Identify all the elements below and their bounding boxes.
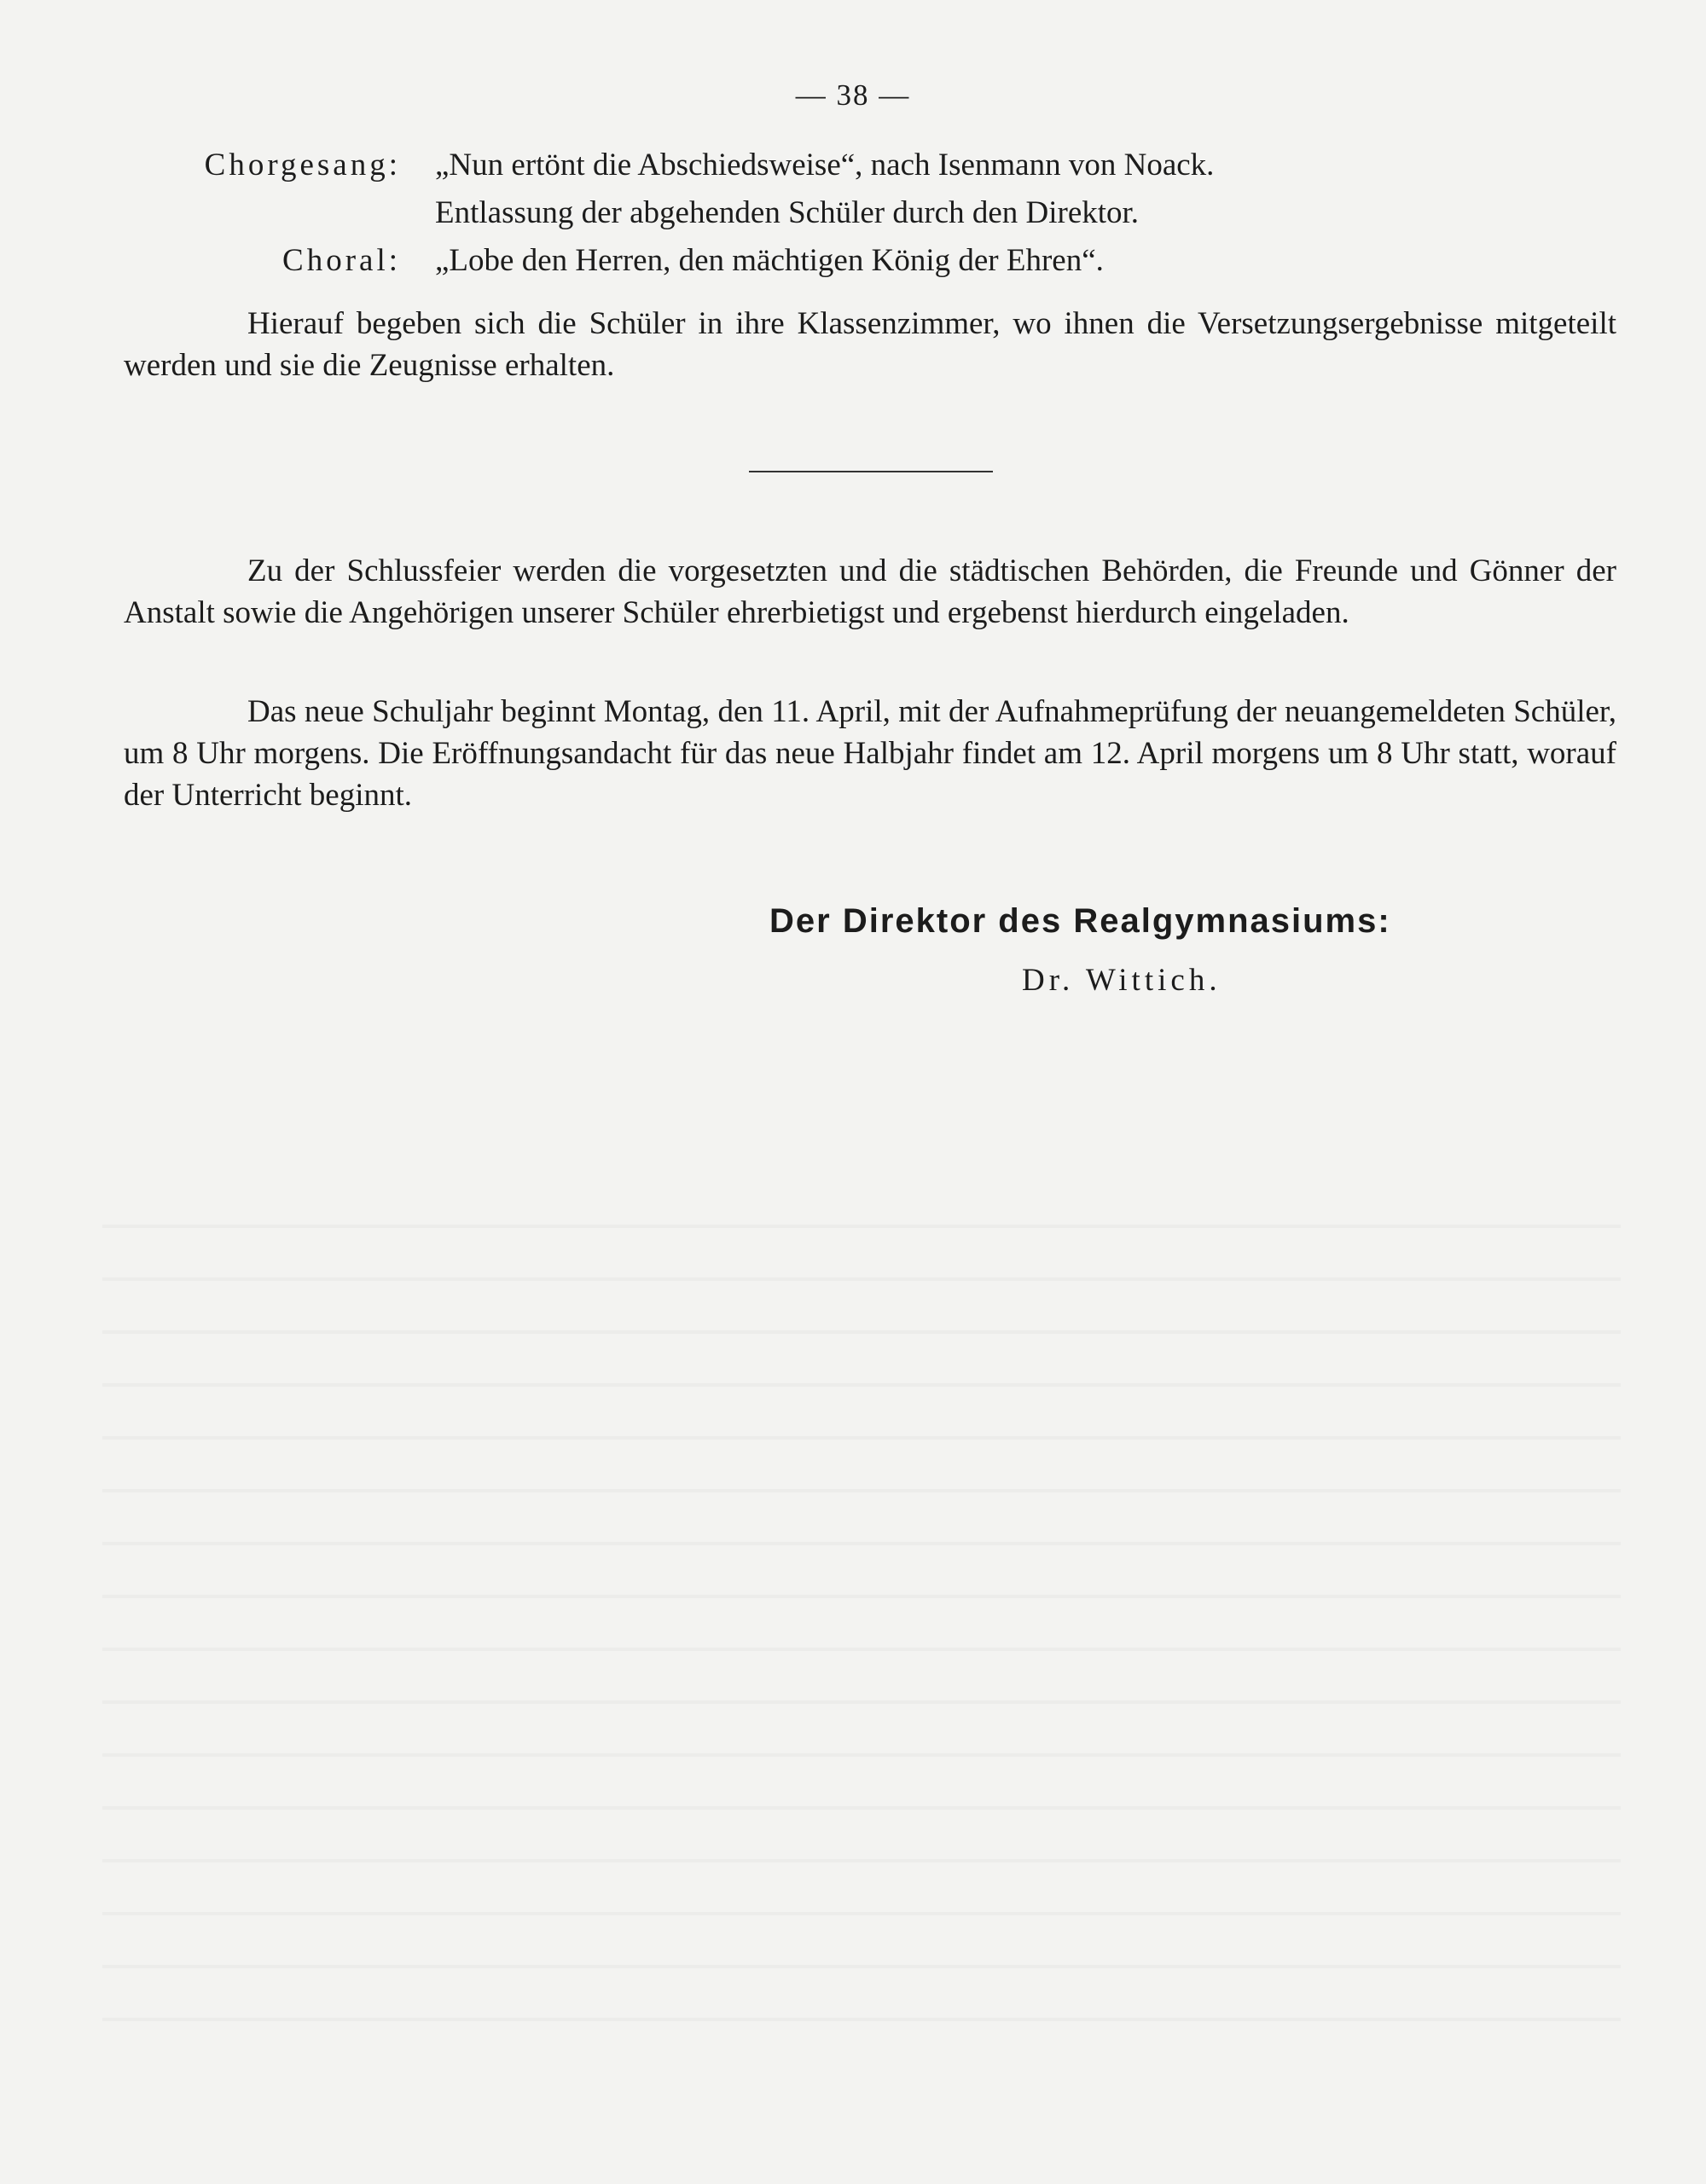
section-divider	[749, 471, 993, 472]
program-role: Chorgesang:	[204, 148, 401, 182]
program-text: Entlassung der abgehenden Schüler durch den Direktor.	[435, 195, 1140, 230]
program-text: „Nun ertönt die Abschiedsweise“, nach Isenmann von Noack.	[435, 148, 1215, 182]
program-line	[124, 147, 1625, 183]
page-number: — 38 —	[795, 78, 911, 112]
paragraph-school-year: Das neue Schuljahr beginnt Montag, den 11. April, mit der Aufnahmeprüfung der neuangemeldeten Schüler, um 8 Uhr morgens. Die Eröffnungsandacht für das neue Halbjahr findet am 12. April morgens um 8 Uhr statt, worauf der Unterricht beginnt.	[124, 694, 1616, 813]
paragraph-invitation: Zu der Schlussfeier werden die vorgesetzten und die städtischen Behörden, die Freunde und Gönner der Anstalt sowie die Angehörigen unserer Schüler ehrerbietigst und ergebenst hierdurch eingeladen.	[124, 553, 1616, 630]
signature-title: Der Direktor des Realgymnasiums:	[769, 902, 1391, 940]
signature-name: Dr. Wittich.	[1022, 963, 1221, 998]
paragraph-classrooms: Hierauf begeben sich die Schüler in ihre Klassenzimmer, wo ihnen die Versetzungsergebnisse mitgeteilt werden und sie die Zeugnisse erhalten.	[124, 306, 1616, 383]
program-role: Choral:	[282, 243, 401, 278]
program-line	[124, 242, 1625, 279]
program-line	[124, 194, 1625, 231]
program-text: „Lobe den Herren, den mächtigen König der Ehren“.	[435, 243, 1104, 278]
bleed-through-texture	[102, 1194, 1621, 2047]
